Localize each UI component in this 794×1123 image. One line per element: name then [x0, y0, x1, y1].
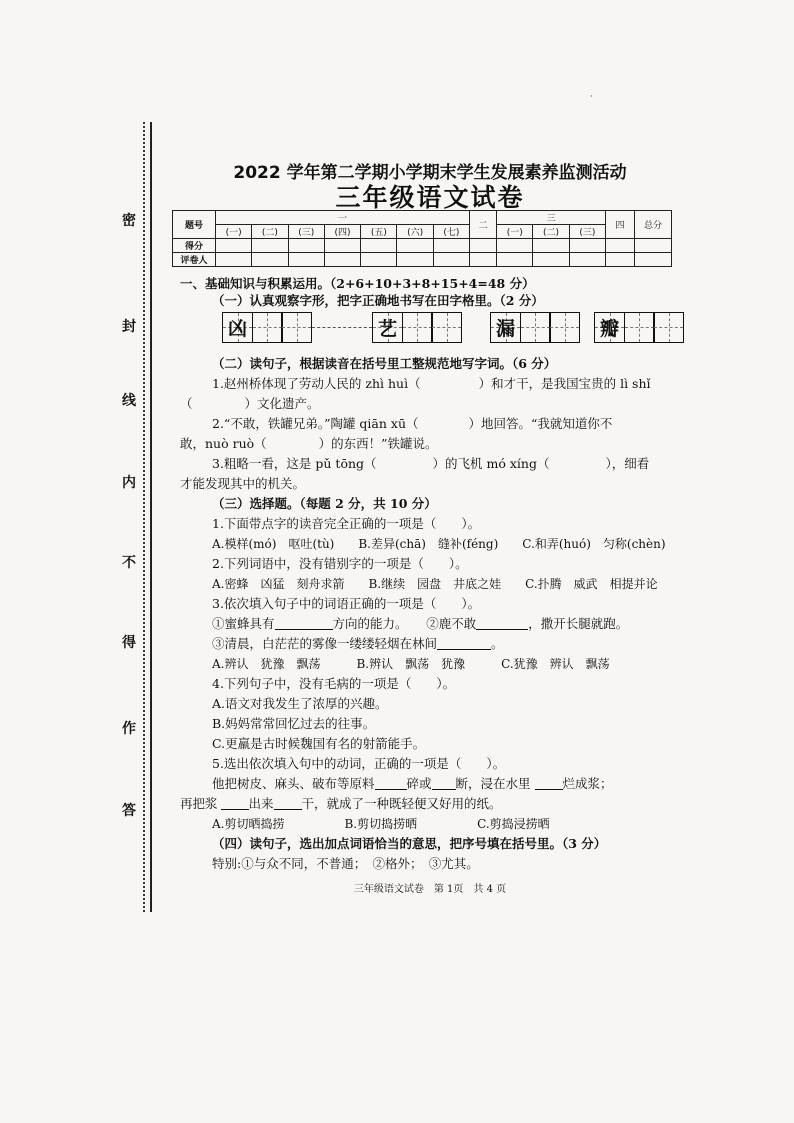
choice5-question: 5.选出依次填入句中的动词，正确的一项是（ ）。: [212, 756, 506, 771]
tianzige-model: 漏: [490, 312, 521, 343]
grader-cell[interactable]: [216, 253, 252, 267]
tianzige-answer[interactable]: [624, 312, 655, 343]
choice4-option-c: C.更羸是古时候魏国有名的射箭能手。: [212, 736, 426, 751]
tianzige-answer[interactable]: [653, 312, 684, 343]
q1-text-b: ）和才干，是我国宝贵的 lì shǐ: [478, 376, 651, 391]
tianzige-model: 瓣: [594, 312, 625, 343]
tianzige-group-1: [222, 311, 462, 343]
q1-line2: [180, 396, 320, 412]
choice1-question: 1.下面带点字的读音完全正确的一项是（ ）。: [212, 516, 481, 531]
score-cell[interactable]: [497, 239, 533, 253]
margin-char: 得: [122, 635, 136, 651]
q3-text-b: ）的飞机 mó xíng（: [432, 456, 550, 471]
sub-header: (六): [397, 225, 433, 239]
c3-text-b: 方向的能力。 ②鹿不敢: [332, 616, 477, 631]
part1-heading: 一、基础知识与积累运用。（2+6+10+3+8+15+4=48 分）: [180, 276, 535, 291]
c3-text-d: ③清晨，白茫茫的雾像一缕缕轻烟在林间: [212, 636, 438, 651]
choice4-question: 4.下列句子中，没有毛病的一项是（ ）。: [212, 676, 456, 691]
tianzige-group-2: [490, 311, 684, 343]
section1-heading: （一）认真观察字形，把字正确地书写在田字格里。（2 分）: [212, 293, 544, 308]
margin-char: 线: [122, 393, 136, 409]
score-cell[interactable]: [533, 239, 569, 253]
tianzige-model: 艺: [372, 312, 403, 343]
q2-text-c: 敢，nuò ruò（: [180, 436, 267, 451]
q1-text-a: 1.赵州桥体现了劳动人民的 zhì huì（: [212, 376, 421, 391]
exam-subtitle: 三年级语文试卷: [335, 183, 525, 212]
tianzige-answer[interactable]: [252, 312, 283, 343]
section2-heading: （二）读句子，根据读音在括号里工整规范地写字词。（6 分）: [212, 356, 557, 371]
score-row-label: 得分: [173, 239, 216, 253]
fill-blank[interactable]: [476, 617, 528, 630]
grader-cell[interactable]: [470, 253, 497, 267]
choice3-options: A.辨认 犹豫 飘荡 B.辨认 飘荡 犹豫 C.犹豫 辨认 飘荡: [212, 657, 610, 671]
fill-blank[interactable]: [437, 637, 491, 650]
grader-cell[interactable]: [569, 253, 605, 267]
q2-text-b: ）地回答。“我就知道你不: [468, 416, 613, 431]
score-cell[interactable]: [635, 239, 672, 253]
sub-header: (一): [497, 225, 533, 239]
choice5-options: A.剪切晒捣捞 B.剪切捣捞晒 C.剪捣浸捞晒: [212, 817, 550, 831]
score-cell[interactable]: [252, 239, 288, 253]
fill-blank[interactable]: [375, 777, 407, 790]
c3-text-c: ，撒开长腿就跑。: [528, 616, 629, 631]
q3-text-a: 3.粗略一看，这是 pǔ tōng（: [212, 456, 377, 471]
sub-header: (四): [324, 225, 360, 239]
tianzige-answer[interactable]: [520, 312, 551, 343]
c5-text-g: 干，就成了一种既轻便又好用的纸。: [301, 796, 502, 811]
page-footer: 三年级语文试卷 第 1页 共 4 页: [353, 884, 507, 895]
section-one-header: 一: [216, 211, 470, 225]
margin-char: 封: [122, 319, 136, 335]
choice2-question: 2.下列词语中，没有错别字的一项是（ ）。: [212, 556, 468, 571]
margin-char: 不: [122, 555, 136, 571]
c3-text-e: 。: [491, 636, 504, 651]
grader-row-label: 评卷人: [173, 253, 216, 267]
grader-cell[interactable]: [324, 253, 360, 267]
grader-cell[interactable]: [288, 253, 324, 267]
score-cell[interactable]: [606, 239, 635, 253]
score-cell[interactable]: [288, 239, 324, 253]
margin-char: 作: [122, 721, 136, 737]
exam-title: 2022 学年第二学期小学期末学生发展素养监测活动: [233, 163, 627, 183]
grader-cell[interactable]: [397, 253, 433, 267]
fill-blank[interactable]: [432, 777, 456, 790]
section3-heading: （三）选择题。（每题 2 分，共 10 分）: [212, 496, 437, 511]
sub-header: (二): [252, 225, 288, 239]
tianzige-answer[interactable]: [549, 312, 580, 343]
q2-line2: [180, 436, 438, 452]
section4-definition: 特别:①与众不同，不普通； ②格外； ③尤其。: [212, 856, 479, 871]
dashed-separator: [312, 327, 372, 328]
tianzige-answer[interactable]: [402, 312, 433, 343]
grader-cell[interactable]: [361, 253, 397, 267]
binding-solid-line: [150, 122, 152, 912]
choice3-sentence2: [212, 636, 504, 652]
grader-cell[interactable]: [635, 253, 672, 267]
q1-line1: [212, 376, 651, 392]
sub-header: (二): [533, 225, 569, 239]
section4-heading: （四）读句子，选出加点词语恰当的意思，把序号填在括号里。（3 分）: [212, 836, 607, 851]
speck-mark: ·: [590, 92, 593, 101]
grader-cell[interactable]: [533, 253, 569, 267]
section-three-header: 三: [497, 211, 606, 225]
tianzige-model: 凶: [222, 312, 253, 343]
score-cell[interactable]: [361, 239, 397, 253]
c3-text-a: ①蜜蜂具有: [212, 616, 275, 631]
grader-cell[interactable]: [606, 253, 635, 267]
choice1-options: A.模样(mó) 呕吐(tù) B.差异(chā) 缝补(féng) C.和弄(huó) 匀称(chèn): [212, 537, 666, 551]
fill-blank[interactable]: [221, 797, 249, 810]
total-header: 总分: [635, 211, 672, 239]
q2-line1: [212, 416, 612, 432]
score-cell[interactable]: [433, 239, 469, 253]
score-cell[interactable]: [470, 239, 497, 253]
score-table: [172, 210, 672, 267]
binding-dotted-line: [143, 122, 145, 912]
grader-cell[interactable]: [497, 253, 533, 267]
q2-text-d: ）的东西！”铁罐说。: [318, 436, 438, 451]
score-cell[interactable]: [216, 239, 252, 253]
q3-line1: [212, 456, 649, 472]
score-cell[interactable]: [397, 239, 433, 253]
fill-blank[interactable]: [535, 777, 563, 790]
section-two-header: 二: [470, 211, 497, 239]
q1-text-d: ）文化遗产。: [244, 396, 320, 411]
sub-header: (三): [288, 225, 324, 239]
q2-text-a: 2.“不敢，铁罐兄弟。”陶罐 qiān xū（: [212, 416, 419, 431]
margin-char: 内: [122, 475, 136, 491]
tianzige-answer[interactable]: [281, 312, 312, 343]
c5-text-e: 再把浆: [180, 796, 218, 811]
choice5-sentence2: [180, 796, 502, 812]
sub-header: (五): [361, 225, 397, 239]
choice5-sentence1: [212, 776, 613, 792]
score-cell[interactable]: [324, 239, 360, 253]
grader-cell[interactable]: [252, 253, 288, 267]
sub-header: (七): [433, 225, 469, 239]
section-four-header: 四: [606, 211, 635, 239]
choice4-option-b: B.妈妈常常回忆过去的往事。: [212, 716, 376, 731]
c5-text-f: 出来: [248, 796, 274, 811]
q3-text-c: ），细看: [605, 456, 650, 471]
score-cell[interactable]: [569, 239, 605, 253]
margin-char: 答: [122, 803, 136, 819]
fill-blank[interactable]: [274, 797, 302, 810]
row-label: 题号: [173, 211, 216, 239]
choice2-options: A.密蜂 凶猛 刻舟求箭 B.继续 园盘 井底之娃 C.扑腾 威武 相提并论: [212, 577, 658, 591]
c5-text-c: 断，浸在水里: [455, 776, 531, 791]
q1-text-c: （: [180, 396, 193, 411]
c5-text-d: 烂成浆；: [562, 776, 613, 791]
choice4-option-a: A.语文对我发生了浓厚的兴趣。: [212, 696, 388, 711]
choice3-sentence1: [212, 616, 628, 632]
c5-text-a: 他把树皮、麻头、破布等原料: [212, 776, 375, 791]
grader-cell[interactable]: [433, 253, 469, 267]
fill-blank[interactable]: [275, 617, 333, 630]
sub-header: (一): [216, 225, 252, 239]
c5-text-b: 碎或: [406, 776, 432, 791]
tianzige-answer[interactable]: [431, 312, 462, 343]
choice3-question: 3.依次填入句子中的词语正确的一项是（ ）。: [212, 596, 481, 611]
q3-line2: 才能发现其中的机关。: [180, 476, 306, 491]
margin-char: 密: [122, 213, 136, 229]
sub-header: (三): [569, 225, 605, 239]
